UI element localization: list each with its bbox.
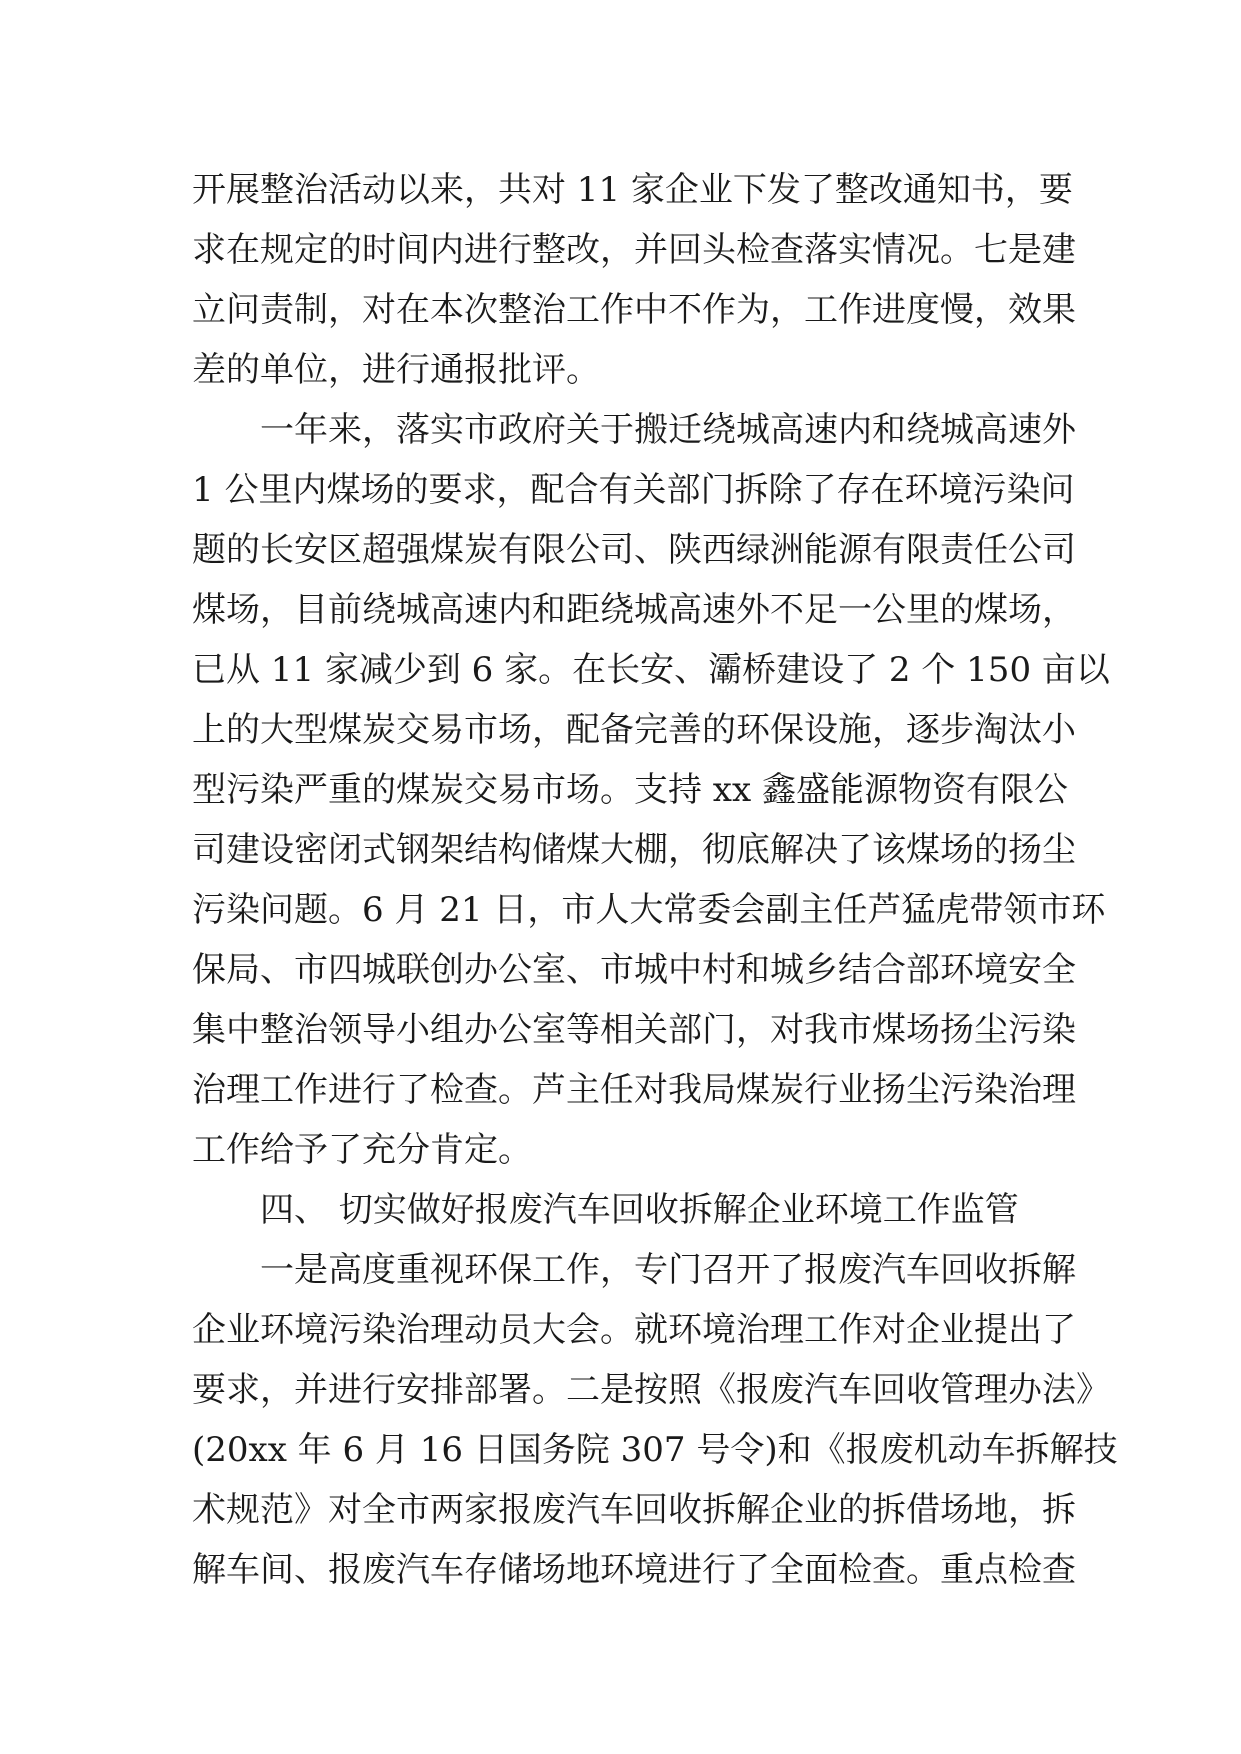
text-line: 型污染严重的煤炭交易市场。支持 xx 鑫盛能源物资有限公 xyxy=(192,770,1068,810)
text-line: 工作给予了充分肯定。 xyxy=(192,1130,532,1170)
text-line: 集中整治领导小组办公室等相关部门，对我市煤场扬尘污染 xyxy=(192,1010,1076,1050)
text-line: 上的大型煤炭交易市场，配备完善的环保设施，逐步淘汰小 xyxy=(192,710,1076,750)
text-line: (20xx 年 6 月 16 日国务院 307 号令)和《报废机动车拆解技 xyxy=(192,1430,1118,1470)
text-line: 立问责制，对在本次整治工作中不作为，工作进度慢，效果 xyxy=(192,290,1076,330)
section-heading: 四、 切实做好报废汽车回收拆解企业环境工作监管 xyxy=(260,1190,1019,1230)
text-line: 司建设密闭式钢架结构储煤大棚，彻底解决了该煤场的扬尘 xyxy=(192,830,1076,870)
text-line: 求在规定的时间内进行整改，并回头检查落实情况。七是建 xyxy=(192,230,1076,270)
text-line: 已从 11 家减少到 6 家。在长安、灞桥建设了 2 个 150 亩以 xyxy=(192,650,1110,690)
body-text xyxy=(192,160,1118,1600)
text-line: 差的单位，进行通报批评。 xyxy=(192,350,600,390)
text-line: 治理工作进行了检查。芦主任对我局煤炭行业扬尘污染治理 xyxy=(192,1070,1076,1110)
text-line: 一年来，落实市政府关于搬迁绕城高速内和绕城高速外 xyxy=(260,410,1076,450)
text-line: 解车间、报废汽车存储场地环境进行了全面检查。重点检查 xyxy=(192,1550,1076,1590)
text-line: 污染问题。6 月 21 日，市人大常委会副主任芦猛虎带领市环 xyxy=(192,890,1106,930)
text-line: 1 公里内煤场的要求，配合有关部门拆除了存在环境污染问 xyxy=(192,470,1075,510)
text-line: 企业环境污染治理动员大会。就环境治理工作对企业提出了 xyxy=(192,1310,1076,1350)
text-line: 要求，并进行安排部署。二是按照《报废汽车回收管理办法》 xyxy=(192,1370,1110,1410)
text-line: 煤场，目前绕城高速内和距绕城高速外不足一公里的煤场， xyxy=(192,590,1076,630)
text-line: 术规范》对全市两家报废汽车回收拆解企业的拆借场地，拆 xyxy=(192,1490,1076,1530)
text-line: 开展整治活动以来，共对 11 家企业下发了整改通知书，要 xyxy=(192,170,1073,210)
text-line: 题的长安区超强煤炭有限公司、陕西绿洲能源有限责任公司 xyxy=(192,530,1076,570)
text-line: 保局、市四城联创办公室、市城中村和城乡结合部环境安全 xyxy=(192,950,1076,990)
text-line: 一是高度重视环保工作，专门召开了报废汽车回收拆解 xyxy=(260,1250,1076,1290)
